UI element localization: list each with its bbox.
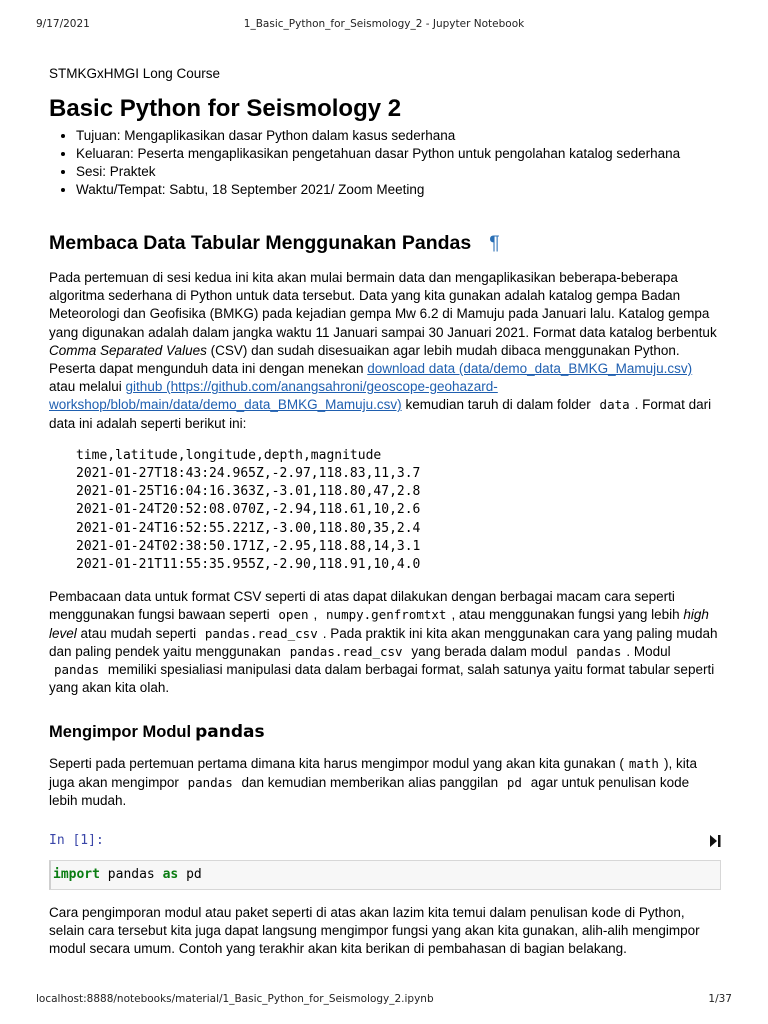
code-input[interactable] (49, 860, 721, 890)
cell-prompt: In [1]: (49, 833, 104, 849)
keyword: import (53, 867, 100, 883)
section-heading-pandas (49, 231, 721, 255)
inline-code: pd (506, 774, 522, 790)
text: kemudian taruh di dalam folder (401, 397, 595, 413)
text: yang berada dalam modul (407, 643, 572, 659)
csv-line: 2021-01-24T02:38:50.171Z,-2.95,118.88,14,3.1 (76, 538, 421, 554)
inline-code: pandas (576, 643, 622, 659)
code-text: pandas (99, 867, 163, 883)
text: atau mudah seperti (76, 625, 200, 641)
text: agar untuk penulisan kode lebih mudah. (49, 774, 690, 808)
text: . Modul (626, 643, 671, 659)
meta-item-tujuan: • Tujuan: Mengaplikasikan dasar Python dalam kasus sederhana (76, 127, 721, 145)
inline-code: data (599, 397, 630, 413)
inline-code: open (278, 607, 309, 623)
text: ), kita juga akan mengimpor (49, 756, 697, 790)
subsection-heading-text: Mengimpor Modul (49, 723, 192, 742)
text: dan kemudian memberikan alias panggilan (237, 774, 502, 790)
subsection-heading-code: pandas (195, 722, 265, 743)
text: (CSV) dan sudah disesuaikan agar lebih mudah dibaca menggunakan Python. Peserta dapat mengunduh data ini dengan menekan (49, 342, 680, 377)
section-heading-text: Membaca Data Tabular Menggunakan Pandas (49, 232, 472, 254)
csv-line: 2021-01-25T16:04:16.363Z,-3.01,118.80,47,2.8 (76, 484, 421, 500)
print-date: 9/17/2021 (36, 18, 90, 30)
meta-item-sesi: • Sesi: Praktek (76, 163, 721, 181)
csv-line: time,latitude,longitude,depth,magnitude (76, 447, 382, 463)
download-data-link[interactable]: download data (data/demo_data_BMKG_Mamuju.csv) (367, 361, 693, 377)
keyword: as (162, 867, 179, 883)
run-cell-icon[interactable] (709, 834, 721, 848)
intro-paragraph (49, 269, 721, 433)
csv-line: 2021-01-24T16:52:55.221Z,-3.00,118.80,35,2.4 (76, 520, 421, 536)
course-label: STMKGxHMGI Long Course (49, 66, 221, 81)
inline-code: pandas (187, 774, 233, 790)
csv-line: 2021-01-24T20:52:08.070Z,-2.94,118.61,10,2.6 (76, 502, 421, 518)
print-title: 1_Basic_Python_for_Seismology_2 - Jupyter Notebook (243, 18, 525, 30)
meta-list (49, 127, 721, 199)
github-link[interactable]: github (https://github.com/anangsahroni/geoscope-geohazard-workshop/blob/main/data/demo_data_BMKG_Mamuju.csv) (49, 379, 498, 413)
text: . Format dari data ini adalah seperti berikut ini: (49, 397, 712, 431)
emphasis: Comma Separated Values (49, 342, 207, 358)
code-text: pd (178, 867, 202, 883)
meta-item-keluaran: • Keluaran: Peserta mengaplikasikan pengetahuan dasar Python untuk pengolahan katalog sederhana (76, 145, 721, 163)
inline-code: pandas (54, 662, 100, 678)
code-cell[interactable] (49, 832, 721, 890)
text: , atau menggunakan fungsi yang lebih (451, 607, 684, 623)
print-header (36, 18, 732, 32)
text: , (313, 607, 322, 623)
csv-sample-block (76, 447, 721, 574)
text: atau melalui (49, 379, 126, 395)
text: Pada pertemuan di sesi kedua ini kita akan mulai bermain data dan mengaplikasikan beberapa-beberapa algoritma sederhana di Python untuk data tersebut. Data yang kita gunakan adalah katalog gempa Badan Meteorologi dan Geofisika (BMKG) pada kejadian gempa Mw 6.2 di Mamuju pada Januari lalu. Katalog gempa yang digunakan adalah dalam jangka waktu 11 Januari sampai 30 Januari 2021. Format data katalog berbentuk (49, 270, 717, 340)
print-url: localhost:8888/notebooks/material/1_Basic_Python_for_Seismology_2.ipynb (36, 993, 434, 1005)
page-title: Basic Python for Seismology 2 (49, 95, 402, 122)
csv-line: 2021-01-21T11:55:35.955Z,-2.90,118.91,10,4.0 (76, 557, 421, 573)
inline-code: math (628, 756, 659, 772)
csv-reading-paragraph (49, 588, 721, 697)
print-page-number: 1/37 (708, 993, 732, 1005)
subsection-heading-import (49, 721, 721, 743)
anchor-link[interactable]: ¶ (489, 232, 500, 254)
text: . Pada praktik ini kita akan menggunakan cara yang paling mudah dan paling pendek yaitu menggunakan (49, 625, 718, 659)
text: memiliki spesialiasi manipulasi data dalam berbagai format, salah satunya yaitu format tabular seperti yang akan kita olah. (49, 662, 715, 696)
inline-code: pandas.read_csv (204, 625, 318, 641)
import-paragraph (49, 755, 721, 810)
inline-code: pandas.read_csv (289, 643, 403, 659)
inline-code: numpy.genfromtxt (326, 607, 447, 623)
csv-line: 2021-01-27T18:43:24.965Z,-2.97,118.83,11,3.7 (76, 466, 421, 482)
text: Seperti pada pertemuan pertama dimana kita harus mengimpor modul yang akan kita gunakan ( (49, 756, 624, 772)
text: Pembacaan data untuk format CSV seperti di atas dapat dilakukan dengan berbagai macam cara seperti menggunakan fungsi bawaan seperti (49, 589, 675, 623)
closing-paragraph: Cara pengimporan modul atau paket seperti di atas akan lazim kita temui dalam penulisan kode di Python, selain cara tersebut kita juga dapat langsung mengimpor fungsi yang akan kita gunakan, alih-alih mengimpor modul secara umum. Contoh yang terakhir akan kita berikan di pembahasan di bagian belakang. (49, 905, 700, 957)
emphasis: high level (49, 607, 709, 641)
notebook-content (49, 66, 721, 973)
meta-item-waktu: • Waktu/Tempat: Sabtu, 18 September 2021/ Zoom Meeting (76, 181, 721, 199)
print-footer (36, 993, 732, 1007)
